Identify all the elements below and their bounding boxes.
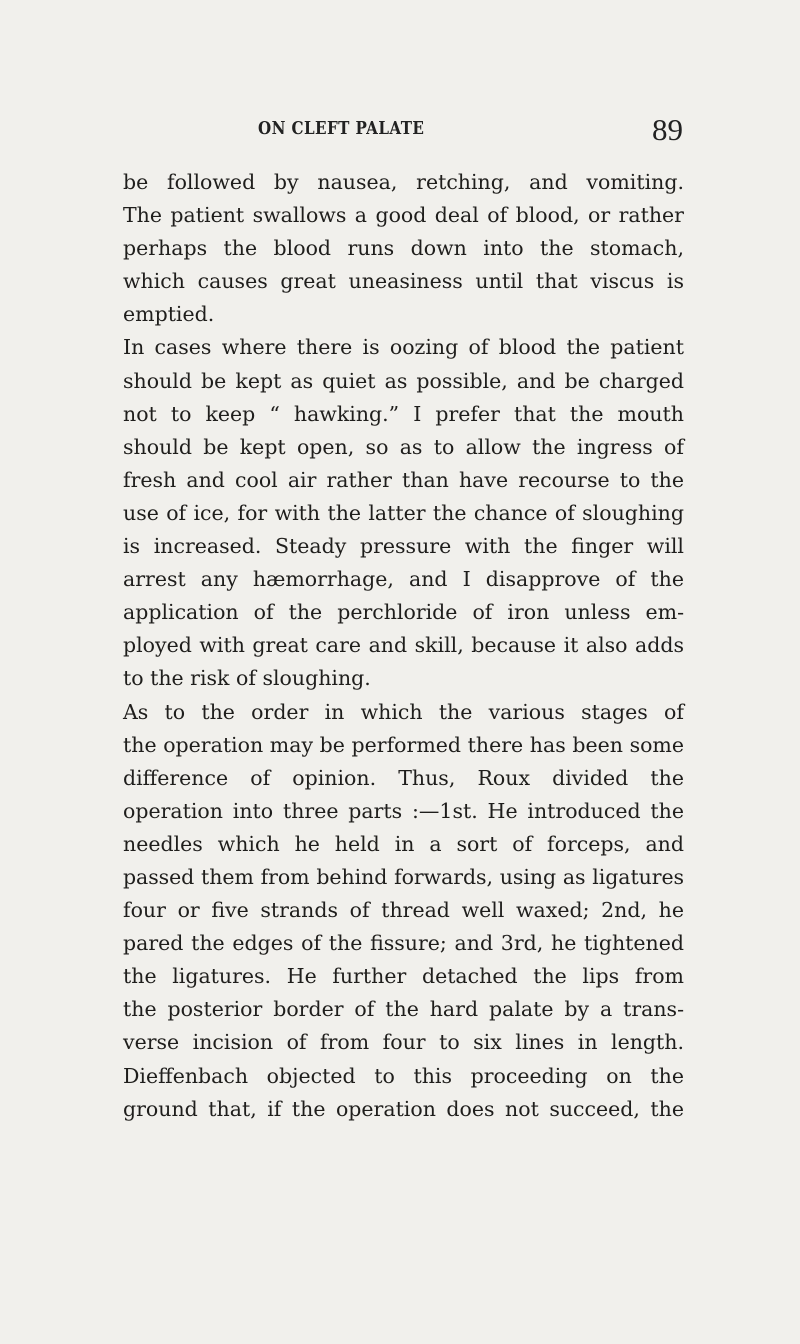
text-line: ployed with great care and skill, because it also adds bbox=[123, 633, 684, 658]
text-line: perhaps the blood runs down into the stomach, bbox=[123, 236, 684, 261]
text-line: application of the perchloride of iron unless em- bbox=[123, 600, 684, 625]
text-line: verse incision of from four to six lines in length. bbox=[123, 1030, 684, 1055]
text-line: use of ice, for with the latter the chance of sloughing bbox=[123, 500, 684, 525]
text-line: is increased. Steady pressure with the finger will bbox=[123, 534, 684, 559]
text-line: needles which he held in a sort of forceps, and bbox=[123, 831, 684, 856]
text-line: to the risk of sloughing. bbox=[123, 666, 371, 691]
text-line: the ligatures. He further detached the lips from bbox=[123, 964, 684, 989]
text-line: arrest any hæmorrhage, and I disapprove of the bbox=[123, 567, 684, 592]
text-line: the posterior border of the hard palate by a trans- bbox=[123, 997, 684, 1022]
text-line: pared the edges of the fissure; and 3rd, he tightened bbox=[123, 931, 684, 956]
text-line: emptied. bbox=[123, 302, 215, 327]
text-line: should be kept as quiet as possible, and be charged bbox=[123, 368, 684, 393]
text-line: fresh and cool air rather than have recourse to the bbox=[123, 467, 684, 492]
text-line: Dieffenbach objected to this proceeding on the bbox=[123, 1063, 684, 1088]
text-line: not to keep “ hawking.” I prefer that the mouth bbox=[123, 401, 684, 426]
text-line: four or five strands of thread well waxed; 2nd, he bbox=[123, 898, 684, 923]
text-line: difference of opinion. Thus, Roux divided the bbox=[123, 765, 684, 790]
page-number: 89 bbox=[652, 112, 683, 147]
running-head bbox=[258, 112, 683, 152]
running-head-title: ON CLEFT PALATE bbox=[258, 118, 425, 139]
text-line: which causes great uneasiness until that viscus is bbox=[123, 269, 684, 294]
text-line: operation into three parts :—1st. He introduced the bbox=[123, 798, 684, 823]
text-line: the operation may be performed there has been some bbox=[123, 732, 684, 757]
text-line: passed them from behind forwards, using as ligatures bbox=[123, 864, 684, 889]
text-line: As to the order in which the various stages of bbox=[123, 699, 684, 724]
text-line: The patient swallows a good deal of blood, or rather bbox=[123, 203, 684, 228]
body-text bbox=[123, 166, 684, 1126]
text-line: ground that, if the operation does not succeed, the bbox=[123, 1096, 684, 1121]
text-line: should be kept open, so as to allow the ingress of bbox=[123, 434, 684, 459]
text-line: In cases where there is oozing of blood the patient bbox=[123, 335, 684, 360]
text-line: be followed by nausea, retching, and vomiting. bbox=[123, 170, 684, 194]
